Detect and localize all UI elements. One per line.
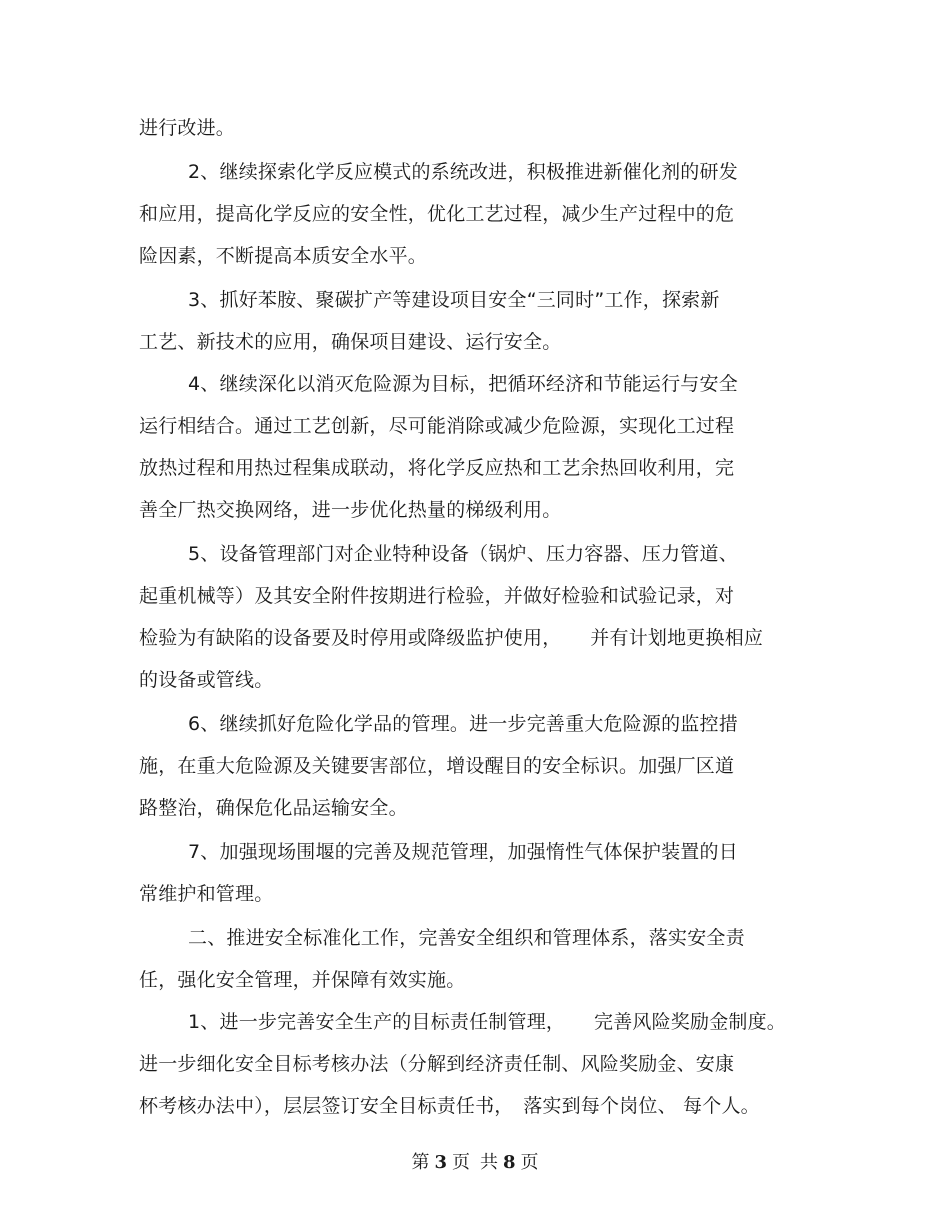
text-line: 进一步细化安全目标考核办法（分解到经济责任制、风险奖励金、安康 bbox=[139, 1053, 735, 1075]
text-line: 2、继续探索化学反应模式的系统改进，积极推进新催化剂的研发 bbox=[188, 161, 738, 183]
text-line: 和应用，提高化学反应的安全性，优化工艺过程，减少生产过程中的危 bbox=[139, 203, 735, 225]
text-line: 3、抓好苯胺、聚碳扩产等建设项目安全“三同时”工作，探索新 bbox=[188, 289, 720, 311]
total-pages-number: 8 bbox=[503, 1152, 516, 1173]
text-line: 路整治，确保危化品运输安全。 bbox=[139, 797, 408, 819]
text-line: 常维护和管理。 bbox=[139, 883, 274, 905]
text-line: 工艺、新技术的应用，确保项目建设、运行安全。 bbox=[139, 331, 562, 353]
text-line: 任，强化安全管理，并保障有效实施。 bbox=[139, 969, 466, 991]
text-line: 5、设备管理部门对企业特种设备（锅炉、压力容器、压力管道、 bbox=[188, 543, 738, 565]
text-line: 放热过程和用热过程集成联动，将化学反应热和工艺余热回收利用，完 bbox=[139, 457, 735, 479]
text-line: 运行相结合。通过工艺创新，尽可能消除或减少危险源，实现化工过程 bbox=[139, 415, 735, 437]
footer-total-word: 共 bbox=[480, 1152, 498, 1173]
text-line: 6、继续抓好危险化学品的管理。进一步完善重大危险源的监控措 bbox=[188, 713, 738, 735]
text-line: 4、继续深化以消灭危险源为目标，把循环经济和节能运行与安全 bbox=[188, 373, 738, 395]
text-line: 的设备或管线。 bbox=[139, 669, 274, 691]
section-heading: 二、推进安全标准化工作，完善安全组织和管理体系，落实安全责 bbox=[188, 927, 745, 949]
text-line: 1、进一步完善安全生产的目标责任制管理， 完善风险奖励金制度。 bbox=[188, 1011, 786, 1033]
current-page-number: 3 bbox=[434, 1152, 447, 1173]
text-line: 进行改进。 bbox=[139, 117, 236, 139]
footer-page-word: 页 bbox=[452, 1152, 470, 1173]
text-line: 起重机械等）及其安全附件按期进行检验，并做好检验和试验记录，对 bbox=[139, 585, 735, 607]
page-footer bbox=[0, 1152, 950, 1174]
footer-prefix: 第 bbox=[411, 1152, 430, 1173]
text-line: 施，在重大危险源及关键要害部位，增设醒目的安全标识。加强厂区道 bbox=[139, 755, 735, 777]
text-line: 7、加强现场围堰的完善及规范管理，加强惰性气体保护装置的日 bbox=[188, 841, 738, 863]
text-line: 杯考核办法中），层层签订安全目标责任书， 落实到每个岗位、 每个人。 bbox=[139, 1095, 760, 1117]
text-line: 险因素，不断提高本质安全水平。 bbox=[139, 245, 428, 267]
text-line: 善全厂热交换网络，进一步优化热量的梯级利用。 bbox=[139, 499, 562, 521]
footer-suffix: 页 bbox=[520, 1152, 539, 1173]
text-line: 检验为有缺陷的设备要及时停用或降级监护使用， 并有计划地更换相应 bbox=[139, 627, 764, 649]
